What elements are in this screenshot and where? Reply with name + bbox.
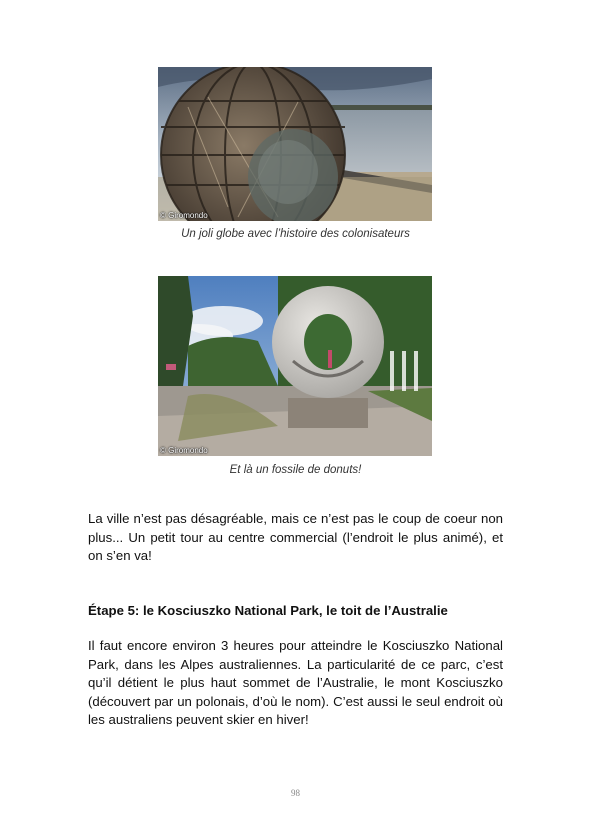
donut-photo-image: [158, 276, 432, 456]
photo-donut: [158, 276, 432, 456]
figure-caption: Un joli globe avec l’histoire des colonisateurs: [181, 228, 410, 240]
globe-photo-image: [158, 67, 432, 221]
page-number: 98: [291, 788, 300, 798]
watermark-credit: © Giromondo: [160, 446, 208, 455]
paragraph: Il faut encore environ 3 heures pour atteindre le Kosciuszko National Park, dans les Alpes australiennes. La particularité de ce parc, c’est qu’il détient le plus haut sommet de l’Australie, le mont Kosciuszko (découvert par un polonais, d’où le nom). C’est aussi le seul endroit où les australiens peuvent skier en hiver!: [88, 638, 503, 727]
figure-globe: [158, 67, 432, 221]
paragraph: La ville n’est pas désagréable, mais ce n’est pas le coup de coeur non plus... Un petit tour au centre commercial (l’endroit le plus animé), et on s’en va!: [88, 511, 503, 563]
figure-donut: [158, 276, 432, 456]
photo-globe: [158, 67, 432, 221]
watermark-credit: © Giromondo: [160, 211, 208, 220]
figure-caption: Et là un fossile de donuts!: [229, 464, 362, 476]
section-heading: Étape 5: le Kosciuszko National Park, le toit de l’Australie: [88, 603, 448, 618]
